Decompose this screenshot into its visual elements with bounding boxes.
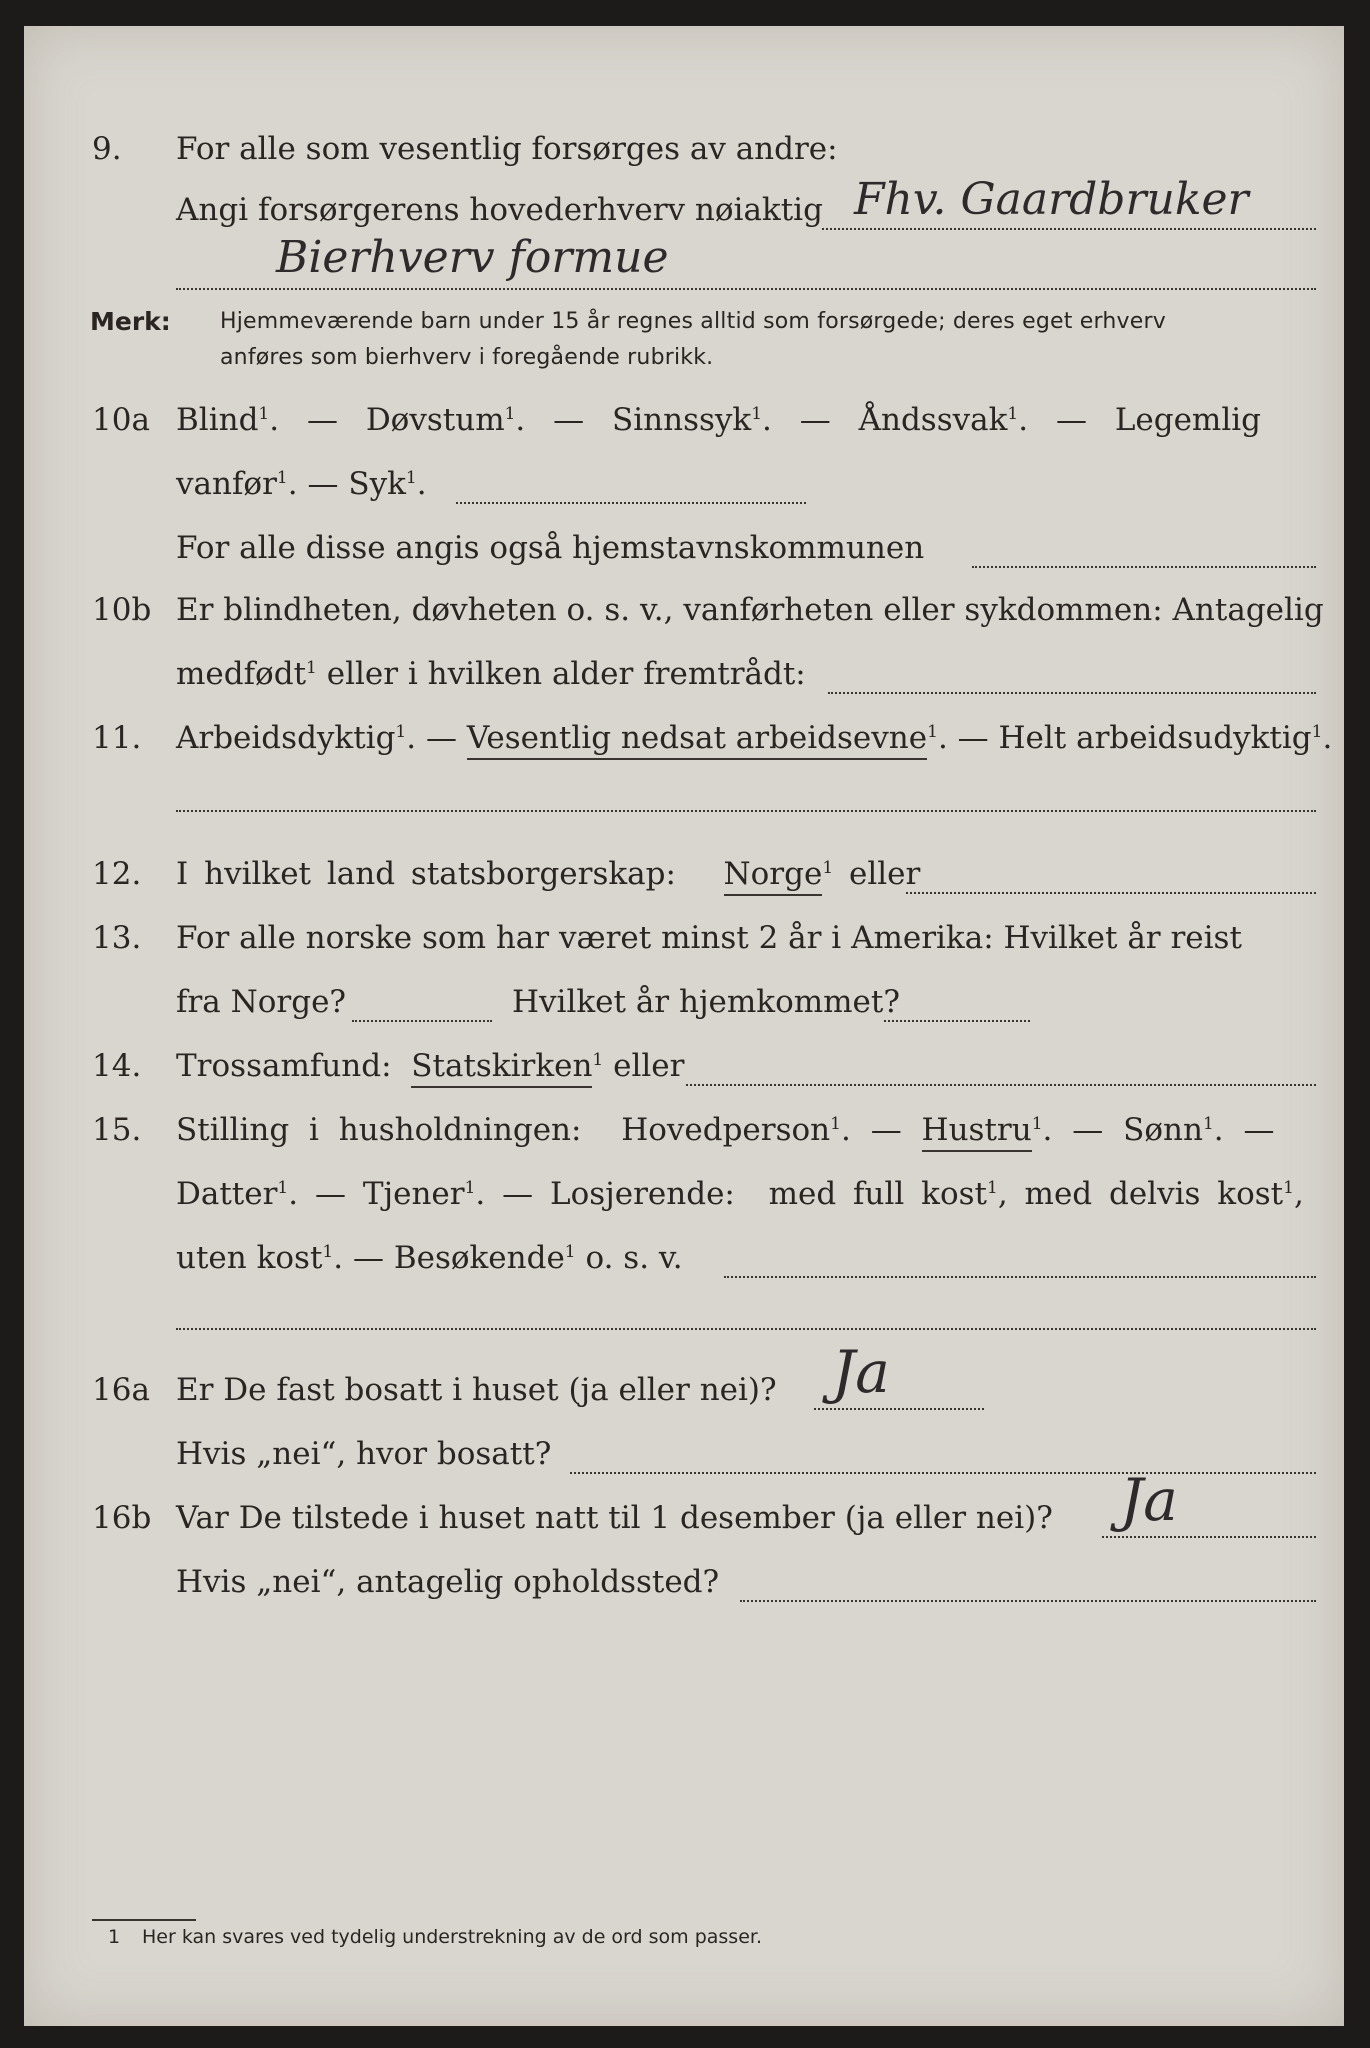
q15-number: 15. xyxy=(92,1112,142,1148)
q15-text-1 xyxy=(176,1102,1275,1158)
q14-question: Trossamfund: xyxy=(176,1048,392,1084)
dash: — xyxy=(1072,1112,1104,1148)
q16b-text-1: Var De tilstede i huset natt til 1 desember (ja eller nei)? xyxy=(176,1500,1053,1536)
q9-answer-line-2[interactable] xyxy=(176,288,1316,290)
q13-row-1 xyxy=(24,910,1344,966)
punct: . xyxy=(840,1112,851,1148)
q15-delvis-kost[interactable]: med delvis kost xyxy=(1024,1176,1284,1212)
q15-text-3 xyxy=(176,1230,683,1286)
punct: . xyxy=(333,1240,344,1276)
dash: — xyxy=(553,402,585,438)
q14-eller: eller xyxy=(613,1048,685,1084)
q13-hjemkommet-line[interactable] xyxy=(884,1020,1030,1022)
q10a-hjemstavn-line[interactable] xyxy=(972,566,1316,568)
q16a-number: 16a xyxy=(92,1372,150,1408)
q15-question: Stilling i husholdningen: xyxy=(176,1112,582,1148)
footnote-ref: 1 xyxy=(1311,722,1323,742)
q10a-text-1 xyxy=(176,392,1261,448)
q13-text-2a: fra Norge? xyxy=(176,984,347,1020)
q15-sonn[interactable]: Sønn xyxy=(1123,1112,1203,1148)
q15-hovedperson[interactable]: Hovedperson xyxy=(621,1112,831,1148)
q10b-answer-line[interactable] xyxy=(828,692,1316,694)
q16a-text-2: Hvis „nei“, hvor bosatt? xyxy=(176,1436,552,1472)
q14-statskirken[interactable]: Statskirken xyxy=(411,1048,592,1088)
census-form-page xyxy=(24,26,1344,2026)
footnote-ref: 1 xyxy=(830,1114,841,1134)
punct: . xyxy=(762,402,772,438)
footnote-ref: 1 xyxy=(822,858,834,878)
q10b-row-1 xyxy=(24,582,1344,638)
footnote-ref: 1 xyxy=(306,658,317,678)
q10a-text-2 xyxy=(176,456,427,512)
q10b-medfodt[interactable]: medfødt xyxy=(176,656,307,692)
q16b-row-2 xyxy=(24,1554,1344,1610)
q12-text xyxy=(176,846,920,902)
q16b-number: 16b xyxy=(92,1500,152,1536)
q10a-row-1 xyxy=(24,392,1344,448)
footnote-ref: 1 xyxy=(1031,1114,1043,1134)
q16b-row-1 xyxy=(24,1466,1344,1546)
dash: — xyxy=(314,1176,346,1212)
footnote-ref: 1 xyxy=(927,722,938,742)
q10b-rest: eller i hvilken alder fremtrådt: xyxy=(326,656,806,692)
q16a-answer: Ja xyxy=(832,1338,890,1406)
footnote-ref: 1 xyxy=(395,722,407,742)
q14-number: 14. xyxy=(92,1048,142,1084)
q10a-answer-line-1[interactable] xyxy=(456,502,806,504)
dash: — xyxy=(502,1176,534,1212)
q10a-blind[interactable]: Blind xyxy=(176,402,259,438)
q13-number: 13. xyxy=(92,920,142,956)
q15-text-2: Datter$^1$. — Tjener$^1$. — Losjerende: med full kost$^1$, med delvis kost$^1$, xyxy=(176,1176,1304,1212)
q13-reist-line[interactable] xyxy=(352,1020,492,1022)
punct: . xyxy=(475,1176,486,1212)
punct: . xyxy=(515,402,526,438)
punct: . xyxy=(287,466,298,502)
q10b-number: 10b xyxy=(92,592,152,628)
dash: — xyxy=(306,402,338,438)
q9-row-3 xyxy=(24,232,1344,298)
footnote-ref: 1 xyxy=(277,1178,289,1198)
q16a-bosatt-line[interactable] xyxy=(570,1472,1316,1474)
dash: — xyxy=(799,402,831,438)
footnote-text: Her kan svares ved tydelig understrekning av de ord som passer. xyxy=(142,1926,762,1948)
q15-tjener[interactable]: Tjener xyxy=(362,1176,465,1212)
q15-uten-kost[interactable]: uten kost xyxy=(176,1240,323,1276)
q10a-row-2 xyxy=(24,456,1344,512)
punct: . xyxy=(1322,720,1333,756)
merk-label: Merk: xyxy=(90,307,171,336)
punct: . xyxy=(269,402,280,438)
q13-text-1: For alle norske som har været minst 2 år i Amerika: Hvilket år reist xyxy=(176,920,1242,956)
q10b-text-1: Er blindheten, døvheten o. s. v., vanførheten eller sykdommen: Antagelig xyxy=(176,592,1324,628)
merk-text-1: Hjemmeværende barn under 15 år regnes alltid som forsørgede; deres eget erhverv xyxy=(220,309,1166,334)
q10b-row-2 xyxy=(24,646,1344,702)
q9-text-1: For alle som vesentlig forsørges av andre: xyxy=(176,131,838,167)
q14-answer-line[interactable] xyxy=(686,1084,1316,1086)
punct: . xyxy=(1042,1112,1053,1148)
dash: — xyxy=(307,466,339,502)
q9-answer-1: Fhv. Gaardbruker xyxy=(854,174,1249,225)
q15-hustru[interactable]: Hustru xyxy=(922,1112,1032,1152)
punct: . xyxy=(1018,402,1029,438)
q16a-answer-line[interactable] xyxy=(814,1408,984,1410)
merk-text-2: anføres som bierhverv i foregående rubrikk. xyxy=(220,345,714,370)
footnote-ref: 1 xyxy=(987,1178,998,1198)
footnote-ref: 1 xyxy=(1283,1178,1294,1198)
q11-arbeidsdyktig[interactable]: Arbeidsdyktig xyxy=(176,720,396,756)
q16b-opholdssted-line[interactable] xyxy=(740,1600,1316,1602)
q12-question: I hvilket land statsborgerskap: xyxy=(176,856,676,892)
q12-answer-line[interactable] xyxy=(906,892,1316,894)
footnote-ref: 1 xyxy=(405,468,417,488)
q9-answer-line-1[interactable] xyxy=(822,228,1316,230)
q15-besokende[interactable]: Besøkende xyxy=(393,1240,565,1276)
q10a-vanfor[interactable]: vanfør xyxy=(176,466,277,502)
footnote-ref: 1 xyxy=(564,1242,576,1262)
q10a-andssvak[interactable]: Åndssvak xyxy=(858,402,1008,438)
q10a-sinnssyk[interactable]: Sinnssyk xyxy=(612,402,752,438)
q11-arbeidsudyktig[interactable]: Helt arbeidsudyktig xyxy=(998,720,1312,756)
footnote-rule xyxy=(92,1919,196,1921)
q16b-text-2: Hvis „nei“, antagelig opholdssted? xyxy=(176,1564,720,1600)
q16a-row-1 xyxy=(24,1338,1344,1418)
footnote-ref: 1 xyxy=(1007,404,1019,424)
q16b-answer: Ja xyxy=(1120,1466,1178,1534)
q14-text xyxy=(176,1038,684,1094)
q13-text-2b: Hvilket år hjemkommet? xyxy=(512,984,900,1020)
q15-losjerende: Losjerende: xyxy=(550,1176,735,1212)
dash: — xyxy=(1055,402,1087,438)
dash: — xyxy=(870,1112,902,1148)
footnote-mark: 1 xyxy=(108,1926,121,1948)
punct: . xyxy=(406,720,417,756)
q12-row xyxy=(24,846,1344,902)
q9-answer-2: Bierhverv formue xyxy=(276,232,669,283)
q10a-number: 10a xyxy=(92,402,150,438)
dash: — xyxy=(425,720,457,756)
q13-row-2 xyxy=(24,974,1344,1030)
q11-row xyxy=(24,710,1344,766)
q15-row-3 xyxy=(24,1230,1344,1286)
q11-answer-line[interactable] xyxy=(176,810,1316,812)
q11-text xyxy=(176,710,1332,766)
footnote-ref: 1 xyxy=(322,1242,334,1262)
q15-row-1 xyxy=(24,1102,1344,1158)
punct: . xyxy=(937,720,948,756)
q15-row-2 xyxy=(24,1166,1344,1222)
footnote-ref: 1 xyxy=(751,404,763,424)
q10a-row-3 xyxy=(24,520,1344,576)
q9-row-1 xyxy=(24,121,1344,177)
q12-eller: eller xyxy=(849,856,921,892)
q16b-answer-line[interactable] xyxy=(1102,1536,1316,1538)
footnote xyxy=(108,1922,762,1952)
punct: . xyxy=(1213,1112,1224,1148)
q10a-syk[interactable]: Syk xyxy=(348,466,406,502)
q16a-text-1: Er De fast bosatt i huset (ja eller nei)? xyxy=(176,1372,777,1408)
q10b-text-2 xyxy=(176,646,806,702)
punct: . xyxy=(288,1176,299,1212)
q11-number: 11. xyxy=(92,720,142,756)
footnote-ref: 1 xyxy=(504,404,516,424)
q15-full-kost[interactable]: med full kost xyxy=(768,1176,987,1212)
q15-answer-line-1[interactable] xyxy=(724,1276,1316,1278)
punct: . xyxy=(416,466,427,502)
q15-answer-line-2[interactable] xyxy=(176,1328,1316,1330)
q15-datter[interactable]: Datter xyxy=(176,1176,278,1212)
footnote-ref: 1 xyxy=(464,1178,476,1198)
q12-norge[interactable]: Norge xyxy=(724,856,823,896)
q9-text-2: Angi forsørgerens hovederhverv nøiaktig xyxy=(176,192,823,228)
dash: — xyxy=(957,720,989,756)
q9-number: 9. xyxy=(92,131,122,167)
q14-row xyxy=(24,1038,1344,1094)
merk-note xyxy=(24,302,1344,382)
footnote-ref: 1 xyxy=(276,468,288,488)
q10a-text-3: For alle disse angis også hjemstavnskommunen xyxy=(176,530,925,566)
footnote-ref: 1 xyxy=(258,404,270,424)
q11-nedsat-arbeidsevne[interactable]: Vesentlig nedsat arbeidsevne xyxy=(467,720,927,760)
q9-row-2 xyxy=(24,174,1344,238)
footnote-ref: 1 xyxy=(592,1050,604,1070)
dash: — xyxy=(1243,1112,1275,1148)
q12-number: 12. xyxy=(92,856,142,892)
footnote-ref: 1 xyxy=(1202,1114,1214,1134)
dash: — xyxy=(352,1240,384,1276)
q10a-legemlig[interactable]: Legemlig xyxy=(1114,402,1262,438)
q10a-dovstum[interactable]: Døvstum xyxy=(365,402,505,438)
q15-osv: o. s. v. xyxy=(585,1240,683,1276)
